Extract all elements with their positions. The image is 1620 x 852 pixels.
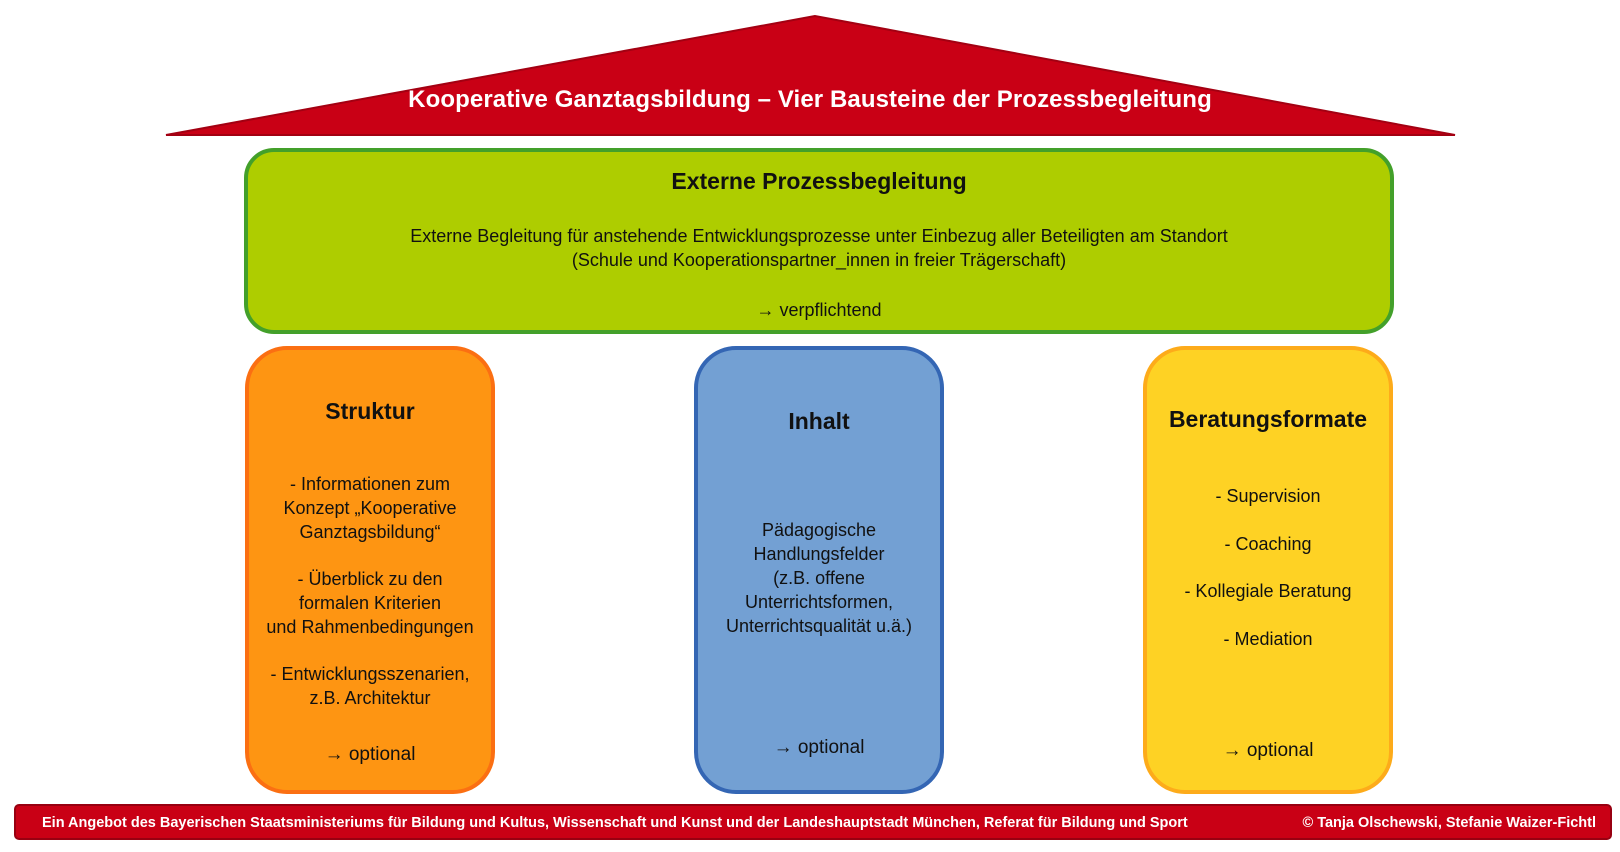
description-line: (Schule und Kooperationspartner_innen in freier Trägerschaft) xyxy=(571,250,1067,270)
pillar-consulting-formats-line: - Supervision xyxy=(1215,486,1321,506)
pillar-structure xyxy=(245,346,495,794)
pillar-content-line: Unterrichtsqualität u.ä.) xyxy=(725,616,913,636)
roof-title: Kooperative Ganztagsbildung – Vier Bausteine der Prozessbegleitung xyxy=(408,86,1212,113)
pillar-content-line: Handlungsfelder xyxy=(753,544,885,564)
footer-copyright: © Tanja Olschewski, Stefanie Waizer-Fichtl xyxy=(1302,815,1596,831)
pillar-content-title: Inhalt xyxy=(788,408,850,434)
roof-shape xyxy=(166,16,1455,135)
pillar-consulting-formats-note: → optional xyxy=(1222,740,1314,761)
pillar-structure-line: Konzept „Kooperative xyxy=(283,498,457,518)
external-process-support-description xyxy=(248,224,1390,272)
pillar-structure-note: → optional xyxy=(324,744,416,765)
pillar-consulting-formats-line: - Kollegiale Beratung xyxy=(1184,581,1352,601)
pillar-structure-line: - Informationen zum xyxy=(289,474,451,494)
pillar-structure-line: und Rahmenbedingungen xyxy=(266,617,474,637)
pillar-content xyxy=(694,346,944,794)
pillar-structure-title: Struktur xyxy=(325,398,415,424)
pillar-consulting-formats-line: - Mediation xyxy=(1223,629,1313,649)
external-process-support-title: Externe Prozessbegleitung xyxy=(671,168,967,194)
pillar-structure-line: - Entwicklungsszenarien, xyxy=(270,664,470,684)
pillar-content-line: Pädagogische xyxy=(761,520,877,540)
pillar-content-note: → optional xyxy=(773,737,865,758)
pillar-structure-line: - Überblick zu den xyxy=(297,569,443,589)
external-process-support-block xyxy=(244,148,1394,334)
pillar-structure-line: z.B. Architektur xyxy=(309,688,431,708)
pillar-consulting-formats xyxy=(1143,346,1393,794)
description-line: Externe Begleitung für anstehende Entwicklungsprozesse unter Einbezug aller Beteiligten am Standort xyxy=(410,226,1228,246)
pillar-structure-line: Ganztagsbildung“ xyxy=(299,522,441,542)
pillar-content-line: (z.B. offene xyxy=(773,568,865,588)
pillar-structure-line: formalen Kriterien xyxy=(298,593,442,613)
pillar-consulting-formats-line: - Coaching xyxy=(1224,534,1312,554)
pillar-content-line: Unterrichtsformen, xyxy=(744,592,894,612)
pillar-consulting-formats-title: Beratungsformate xyxy=(1168,406,1368,432)
footer-provider-text: Ein Angebot des Bayerischen Staatsministeriums für Bildung und Kultus, Wissenschaft und Kunst und der Landeshauptstadt München, Referat für Bildung und Sport xyxy=(42,815,1188,831)
footer-banner xyxy=(14,804,1612,840)
external-process-support-note: → verpflichtend xyxy=(756,300,882,320)
